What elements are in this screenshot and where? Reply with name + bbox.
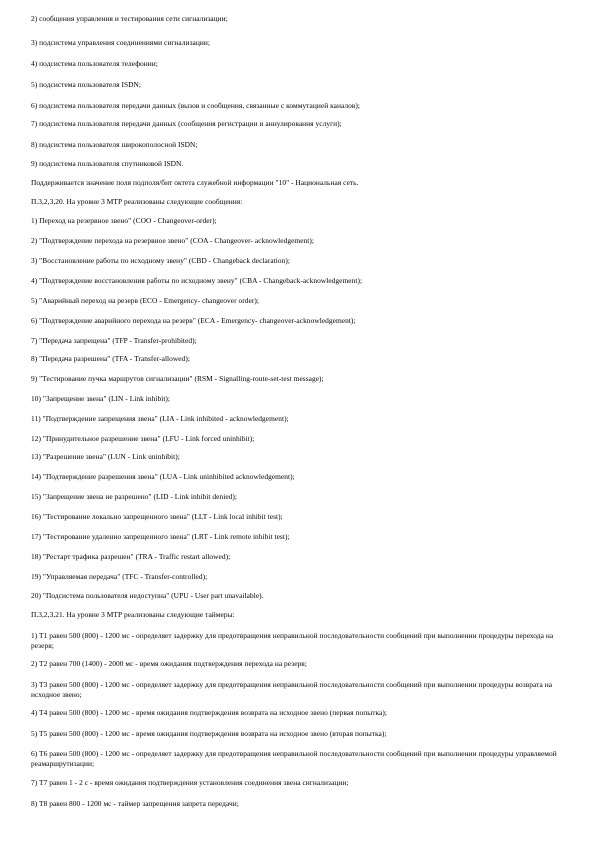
paragraph: 1) T1 равен 500 (800) - 1200 мс - определяет задержку для предотвращения неправильной последовательности сообщений при выполнении процедуры перехода на резерв; [31, 631, 556, 650]
paragraph: 11) "Подтверждение запрещения звена" (LIA - Link inhibited - acknowledgement); [31, 414, 289, 423]
paragraph: 6) подсистема пользователя передачи данных (вызов и сообщения, связанные с коммутацией каналов); [31, 101, 361, 110]
paragraph: 13) "Разрешение звена" (LUN - Link uninhibit); [31, 452, 180, 461]
paragraph: 9) "Тестирование пучка маршрутов сигнализации" (RSM - Signalling-route-set-test message); [31, 374, 324, 383]
paragraph: 3) "Восстановление работы по исходному звену" (CBD - Changeback declaration); [31, 256, 290, 265]
paragraph: 4) T4 равен 500 (800) - 1200 мс - время ожидания подтверждения возврата на исходное звено (первая попытка); [31, 708, 387, 717]
paragraph: 19) "Управляемая передача" (TFC - Transfer-controlled); [31, 572, 208, 581]
paragraph: 2) T2 равен 700 (1400) - 2000 мс - время ожидания подтверждения перехода на резерв; [31, 659, 307, 668]
paragraph: 2) "Подтверждение перехода на резервное звено" (COA - Changeover- acknowledgement); [31, 236, 315, 245]
paragraph: 5) "Аварийный переход на резерв (ECO - Emergency- changeover order); [31, 296, 259, 305]
paragraph: 2) сообщения управления и тестирования сети сигнализации; [31, 14, 228, 23]
paragraph: 7) T7 равен 1 - 2 с - время ожидания подтверждения установления соединения звена сигнализации; [31, 778, 349, 787]
paragraph: 10) "Запрещение звена" (LIN - Link inhibit); [31, 394, 171, 403]
paragraph: 5) T5 равен 500 (800) - 1200 мс - время ожидания подтверждения возврата на исходное звено (вторая попытка); [31, 729, 387, 738]
paragraph: 7) "Передача запрещена" (TFP - Transfer-prohibited); [31, 336, 197, 345]
paragraph: 5) подсистема пользователя ISDN; [31, 80, 141, 89]
paragraph: 8) "Передача разрешена" (TFA - Transfer-allowed); [31, 354, 190, 363]
paragraph: 4) подсистема пользователя телефонии; [31, 59, 158, 68]
paragraph: 1) Переход на резервное звено" (COO - Changeover-order); [31, 216, 217, 225]
paragraph: 8) подсистема пользователя широкополосной ISDN; [31, 140, 198, 149]
section-heading: П.3,2,3,20. На уровне 3 МТР реализованы следующие сообщения: [31, 197, 243, 206]
paragraph: 12) "Принудительное разрешение звена" (LFU - Link forced uninhibit); [31, 434, 255, 443]
paragraph: 3) подсистема управления соединениями сигнализации; [31, 38, 210, 47]
paragraph: 18) "Рестарт трафика разрешен" (TRA - Traffic restart allowed); [31, 552, 231, 561]
paragraph: 8) T8 равен 800 - 1200 мс - таймер запрещения запрета передачи; [31, 799, 239, 808]
paragraph: 16) "Тестирование локально запрещенного звена" (LLT - Link local inhibit test); [31, 512, 283, 521]
section-heading: П.3,2,3,21. На уровне 3 МТР реализованы следующие таймеры: [31, 610, 235, 619]
paragraph: 7) подсистема пользователя передачи данных (сообщения регистрации и аннулирования услуги); [31, 119, 342, 128]
paragraph: 17) "Тестирование удаленно запрещенного звена" (LRT - Link remote inhibit test); [31, 532, 290, 541]
paragraph: 6) T6 равен 500 (800) - 1200 мс - определяет задержку для предотвращения неправильной последовательности сообщений при выполнении процедуры управляемой реамаршрутизации; [31, 749, 559, 768]
paragraph: Поддерживается значение поля подполя/бит октета служебной информации "10" - Национальная сеть. [31, 178, 359, 187]
paragraph: 14) "Подтверждение разрешения звена" (LUA - Link uninhibited acknowledgement); [31, 472, 295, 481]
paragraph: 3) T3 равен 500 (800) - 1200 мс - определяет задержку для предотвращения неправильной последовательности сообщений при выполнении процедуры возврата на исходное звено; [31, 680, 554, 699]
paragraph: 4) "Подтверждение восстановления работы по исходному звену" (CBA - Changeback-acknowledgement); [31, 276, 363, 285]
paragraph: 20) "Подсистема пользователя недоступна" (UPU - User part unavailable). [31, 591, 264, 600]
paragraph: 15) "Запрещение звена не разрешено" (LID - Link inhibit denied); [31, 492, 238, 501]
paragraph: 6) "Подтверждение аварийного перехода на резерв" (ECA - Emergency- changeover-acknowledgement); [31, 316, 356, 325]
paragraph: 9) подсистема пользователя спутниковой ISDN. [31, 159, 184, 168]
